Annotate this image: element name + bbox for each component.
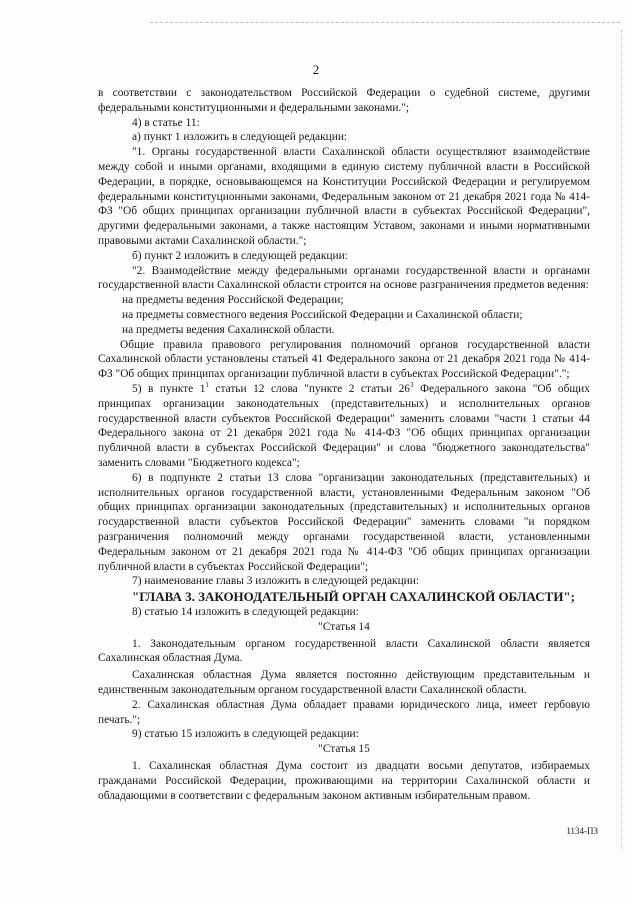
text-fragment: Федерального закона "Об общих принципах организации законодательных (представительных) и исполнительных органов государственной власти субъектов Российской Федерации" заменить словами "части 1 статьи 44 Федерального закона от 21 декабря 2021 года № 414-ФЗ "Об общих принципах организации публичной власти в субъектах Российской Федерации" и слова "бюджетного законодательства" заменить словами "Бюджетного кодекса"; bbox=[98, 382, 590, 469]
paragraph: 2. Сахалинская областная Дума обладает правами юридического лица, имеет гербовую печать."; bbox=[98, 698, 590, 726]
paragraph: 1. Законодательным органом государственной власти Сахалинской области является Сахалинская областная Дума. bbox=[98, 637, 590, 665]
chapter-heading: "ГЛАВА 3. ЗАКОНОДАТЕЛЬНЫЙ ОРГАН САХАЛИНСКОЙ ОБЛАСТИ"; bbox=[132, 589, 575, 605]
paragraph: "2. Взаимодействие между федеральными органами государственной власти и органами государственной власти Сахалинской области строится на основе разграничения предметов ведения: bbox=[98, 264, 590, 292]
article-title: "Статья 15 bbox=[318, 743, 370, 756]
scan-edge-right bbox=[621, 30, 622, 850]
paragraph: в соответствии с законодательством Российской Федерации о судебной системе, другими федеральными конституционными и федеральными законами."; bbox=[98, 87, 590, 114]
paragraph: 8) статью 14 изложить в следующей редакции: bbox=[132, 606, 359, 619]
paragraph: а) пункт 1 изложить в следующей редакции: bbox=[132, 131, 348, 144]
text-fragment: статьи 12 слова "пункте 2 статьи 26 bbox=[208, 382, 410, 395]
paragraph: Сахалинская областная Дума является постоянно действующим представительным и единственным законодательным органом государственной власти Сахалинской области. bbox=[98, 669, 590, 697]
paragraph: 7) наименование главы 3 изложить в следующей редакции: bbox=[132, 575, 420, 588]
scan-edge-top bbox=[150, 22, 620, 23]
paragraph: Общие правила правового регулирования полномочий органов государственной власти Сахалинской области установлены статьей 41 Федерального закона от 21 декабря 2021 года № 414-ФЗ "Об общих принципах организации публичной власти в субъектах Российской Федерации"."; bbox=[98, 338, 590, 381]
page-number: 2 bbox=[312, 62, 320, 77]
list-item: на предметы ведения Сахалинской области. bbox=[122, 323, 335, 336]
document-body bbox=[98, 86, 590, 803]
paragraph: 9) статью 15 изложить в следующей редакции: bbox=[132, 728, 359, 741]
paragraph: "1. Органы государственной власти Сахалинской области осуществляют взаимодействие между собой и иными органами, входящими в единую систему публичной власти в Российской Федерации, в порядке, основывающемся на Конституции Российской Федерации и регулируемом федеральными конституционными законами, Федеральным законом от 21 декабря 2021 года № 414-ФЗ "Об общих принципах организации публичной власти в субъектах Российской Федерации", другими федеральными законами, а также настоящим Уставом, законами и иными нормативными правовыми актами Сахалинской области."; bbox=[98, 146, 590, 247]
superscript: 1 bbox=[205, 381, 209, 390]
list-item: на предметы ведения Российской Федерации; bbox=[122, 294, 344, 307]
paragraph: б) пункт 2 изложить в следующей редакции: bbox=[132, 249, 348, 262]
text-fragment: 5) в пункте 1 bbox=[132, 382, 206, 395]
paragraph: 1. Сахалинская областная Дума состоит из двадцати восьми депутатов, избираемых гражданами Российской Федерации, проживающими на территории Сахалинской области и обладающими в соответствии с федеральным законом активным избирательным правом. bbox=[98, 760, 590, 802]
paragraph bbox=[98, 382, 590, 471]
paragraph: 6) в подпункте 2 статьи 13 слова "организации законодательных (представительных) и исполнительных органов государственной власти, установленными Федеральным законом "Об общих принципах организации законодательных (представительных) и исполнительных органов государственной власти субъектов Российской Федерации" заменить словами "и порядком разграничения полномочий между органами государственной власти, установленными Федеральным законом от 21 декабря 2021 года № 414-ФЗ "Об общих принципах организации публичной власти в субъектах Российской Федерации"; bbox=[98, 471, 590, 573]
list-item: на предметы совместного ведения Российской Федерации и Сахалинской области; bbox=[122, 308, 523, 321]
document-code: 1134-ПЗ bbox=[566, 826, 598, 836]
superscript: 3 bbox=[410, 381, 414, 390]
paragraph: 4) в статье 11: bbox=[132, 116, 200, 129]
article-title: "Статья 14 bbox=[318, 620, 370, 633]
